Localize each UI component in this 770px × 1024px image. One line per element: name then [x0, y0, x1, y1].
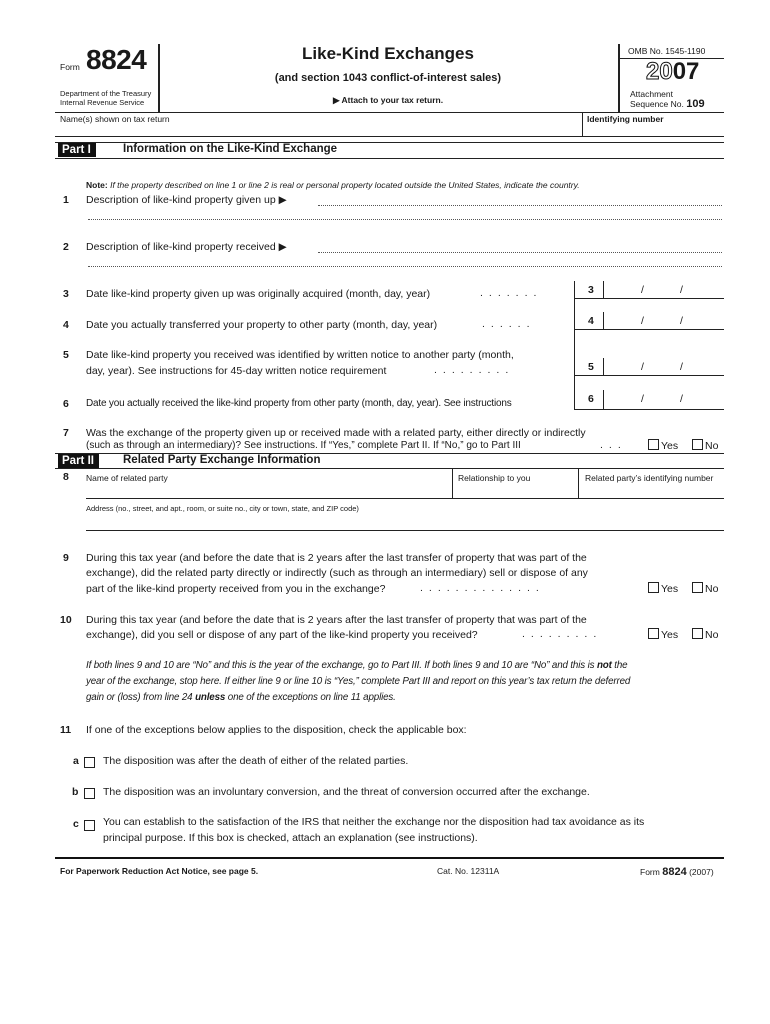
part1-title: Information on the Like-Kind Exchange — [123, 143, 338, 155]
form-subtitle: (and section 1043 conflict-of-interest sales) — [274, 72, 502, 84]
footer-form-id: Form 8824 (2007) — [640, 866, 714, 878]
form-title: Like-Kind Exchanges — [302, 44, 474, 63]
line-7-no-checkbox[interactable] — [692, 439, 703, 450]
line-1-entry-2[interactable] — [88, 219, 722, 220]
line-5-leader: ......... — [434, 364, 515, 376]
line-5-slash-2: / — [680, 361, 683, 373]
form-label: Form — [60, 62, 80, 72]
line-5-slash-1: / — [641, 361, 644, 373]
option-c-label-1: You can establish to the satisfaction of the IRS that neither the exchange nor the disposition had tax avoidance as its — [103, 816, 645, 828]
line-3-label: Date like-kind property given up was originally acquired (month, day, year) — [86, 288, 431, 300]
line-6-slash-2: / — [680, 393, 683, 405]
dept-line-1: Department of the Treasury — [60, 89, 152, 98]
line-5-box-divider — [603, 358, 604, 375]
option-a-letter: a — [73, 755, 79, 767]
line-6-box-number: 6 — [588, 393, 594, 405]
relationship-label: Relationship to you — [458, 473, 531, 483]
line-7-no[interactable]: No — [692, 439, 718, 452]
catalog-number: Cat. No. 12311A — [437, 866, 500, 876]
line-4-box-number: 4 — [588, 315, 594, 327]
tax-year: 2007 — [646, 58, 700, 85]
line-2-number: 2 — [63, 241, 69, 253]
line-1-entry-1[interactable] — [318, 205, 722, 206]
line-5-box-number: 5 — [588, 361, 594, 373]
line-4-label: Date you actually transferred your property to other party (month, day, year) — [86, 319, 438, 331]
line-8-divider-2 — [578, 468, 579, 498]
related-party-id-label: Related party’s identifying number — [585, 473, 714, 483]
line-7-yes[interactable]: Yes — [648, 439, 678, 452]
line-5-date-field[interactable] — [574, 375, 724, 376]
line-5-label-1: Date like-kind property you received was identified by written notice to another party (month, — [86, 349, 514, 361]
line-7-leader: ... — [600, 439, 627, 451]
omb-number: OMB No. 1545-1190 — [628, 46, 706, 56]
line-10-leader: ......... — [522, 628, 603, 640]
line-6-date-field[interactable] — [574, 409, 724, 410]
line-9-yes[interactable]: Yes — [648, 582, 678, 595]
line-3-date-field[interactable] — [574, 298, 724, 299]
line-4-slash-2: / — [680, 315, 683, 327]
line-4-date-field[interactable] — [574, 329, 724, 330]
line-2-label: Description of like-kind property received ▶ — [86, 241, 287, 253]
related-party-name-label: Name of related party — [86, 473, 168, 483]
line-4-slash-1: / — [641, 315, 644, 327]
line-3-box-number: 3 — [588, 284, 594, 296]
line-3-box-divider — [603, 281, 604, 298]
part2-title: Related Party Exchange Information — [123, 454, 321, 466]
line-6-number: 6 — [63, 398, 69, 410]
names-id-divider — [582, 112, 583, 136]
option-c-label-2: principal purpose. If this box is checked, attach an explanation (see instructions). — [103, 832, 478, 844]
line-8-number: 8 — [63, 471, 69, 483]
line-9-leader: .............. — [420, 582, 545, 594]
option-b-letter: b — [72, 786, 79, 798]
sequence-label: Sequence No. 109 — [630, 98, 705, 110]
part1-title-bottom-rule — [55, 158, 724, 159]
line-9-yes-checkbox[interactable] — [648, 582, 659, 593]
identifying-number-label: Identifying number — [587, 114, 664, 124]
part2-title-bottom-rule — [55, 468, 724, 469]
line-11-label: If one of the exceptions below applies to the disposition, check the applicable box: — [86, 724, 467, 736]
line-2-entry-2[interactable] — [88, 266, 722, 267]
line-7-yes-checkbox[interactable] — [648, 439, 659, 450]
line-9-no[interactable]: No — [692, 582, 718, 595]
line-6-box-divider — [603, 390, 604, 409]
line-10-yes-checkbox[interactable] — [648, 628, 659, 639]
line-9-label-3: part of the like-kind property received from you in the exchange? — [86, 583, 386, 595]
attachment-label: Attachment — [630, 89, 673, 99]
line-3-number: 3 — [63, 288, 69, 300]
option-b-label: The disposition was an involuntary conversion, and the threat of conversion occurred after the exchange. — [103, 786, 590, 798]
header-bottom-rule — [55, 112, 724, 113]
line-3-slash-2: / — [680, 284, 683, 296]
attach-instruction: ▶ Attach to your tax return. — [332, 95, 444, 105]
line-10-number: 10 — [60, 614, 72, 626]
line-7-label-1: Was the exchange of the property given up or received made with a related party, either directly or indirectly — [86, 427, 586, 439]
instruction-line-2: year of the exchange, stop here. If either line 9 or line 10 is “Yes,” complete Part III and report on this year’s tax return the deferred — [86, 676, 631, 687]
form-number: 8824 — [86, 44, 147, 75]
line-9-label-1: During this tax year (and before the date that is 2 years after the last transfer of property that was part of the — [86, 552, 587, 564]
line-9-label-2: exchange), did the related party directly or indirectly (such as through an intermediary) sell or dispose of any — [86, 567, 588, 579]
line-4-number: 4 — [63, 319, 69, 331]
line-10-label-1: During this tax year (and before the date that is 2 years after the last transfer of property that was part of the — [86, 614, 587, 626]
header-divider-right — [618, 44, 620, 112]
instruction-line-3: gain or (loss) from line 24 unless one of the exceptions on line 11 applies. — [86, 692, 396, 703]
line-10-label-2: exchange), did you sell or dispose of any part of the like-kind property you received? — [86, 629, 478, 641]
line-10-yes[interactable]: Yes — [648, 628, 678, 641]
line-4-box-divider — [603, 312, 604, 329]
line-11-number: 11 — [60, 724, 72, 736]
line-5-label-2: day, year). See instructions for 45-day written notice requirement — [86, 365, 387, 377]
line-3-leader: ....... — [480, 287, 543, 299]
line-9-number: 9 — [63, 552, 69, 564]
option-a-checkbox[interactable] — [84, 754, 97, 772]
line-10-no-checkbox[interactable] — [692, 628, 703, 639]
footer-top-rule — [55, 857, 724, 859]
line-8-divider-1 — [452, 468, 453, 498]
option-c-letter: c — [73, 818, 79, 830]
line-5-number: 5 — [63, 349, 69, 361]
line-10-no[interactable]: No — [692, 628, 718, 641]
option-a-label: The disposition was after the death of either of the related parties. — [103, 755, 409, 767]
line-8-name-field[interactable] — [86, 498, 724, 499]
line-7-number: 7 — [63, 427, 69, 439]
address-label: Address (no., street, and apt., room, or suite no., city or town, state, and ZIP code) — [86, 504, 359, 513]
line-2-entry-1[interactable] — [318, 252, 722, 253]
option-b-checkbox[interactable] — [84, 785, 97, 803]
instruction-line-1: If both lines 9 and 10 are “No” and this is the year of the exchange, go to Part III. If both lines 9 and 10 are “No” and this is not the — [86, 660, 628, 671]
line-4-leader: ...... — [482, 318, 536, 330]
names-bottom-rule — [55, 136, 724, 137]
line-3-slash-1: / — [641, 284, 644, 296]
option-c-checkbox[interactable] — [84, 817, 97, 835]
line-6-slash-1: / — [641, 393, 644, 405]
part2-label: Part II — [58, 454, 99, 468]
line-1-number: 1 — [63, 194, 69, 206]
date-box-column-divider — [574, 281, 575, 409]
line-1-label: Description of like-kind property given up ▶ — [86, 194, 287, 206]
part1-label: Part I — [58, 143, 96, 157]
names-label: Name(s) shown on tax return — [60, 114, 170, 124]
line-6-label: Date you actually received the like-kind property from other party (month, day, year). See instructions — [86, 398, 512, 409]
line-7-label-2: (such as through an intermediary)? See instructions. If “Yes,” complete Part II. If “No,” go to Part III — [86, 440, 521, 451]
part1-note: Note: If the property described on line 1 or line 2 is real or personal property located outside the United States, indicate the country. — [86, 180, 580, 190]
dept-line-2: Internal Revenue Service — [60, 98, 145, 107]
address-field[interactable] — [86, 530, 724, 531]
line-9-no-checkbox[interactable] — [692, 582, 703, 593]
paperwork-notice: For Paperwork Reduction Act Notice, see page 5. — [60, 866, 259, 876]
